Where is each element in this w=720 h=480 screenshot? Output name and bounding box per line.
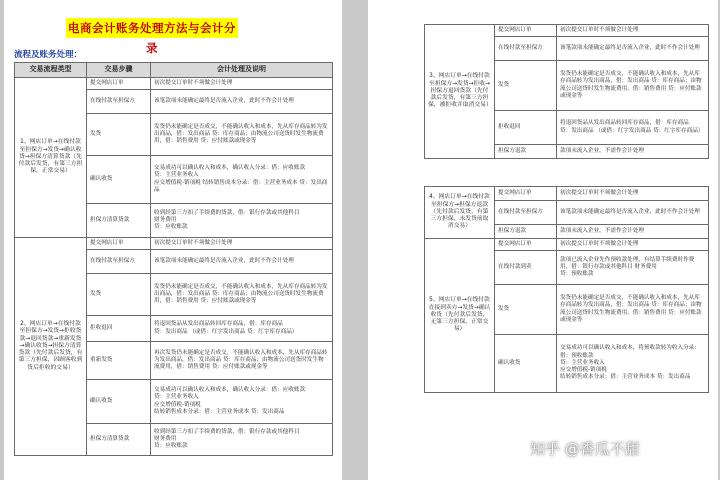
step-cell: 确认收货: [495, 335, 557, 393]
trade-type-cell: 3、网店订单→在线付款至担保方→发货→拒收→担保方退回货款（先付款后发货，有第三方担保，被拒收并取消交易）: [425, 25, 495, 159]
desc-cell: 再次发货仍未能确定是否成交，不能确认收入和成本，先从库存商品转为发出商品，借：发出商品 贷：库存商品；由物流公司送货时发生物流费用，借：销售费用 贷：应付账款或现金等: [151, 342, 333, 380]
accounting-table-1: [14, 62, 333, 456]
desc-cell: 款项已流入企业先作预收款处理，有结算手续费时作费用，借：银行存款或其他科目 财务费用 贷：预收账款: [557, 251, 709, 285]
step-cell: 在线付款至担保方: [87, 90, 151, 114]
desc-cell: 交易成功可以确认收入和成本，确认收入分录：借：应收账款 贷：主营业务收入 应交增值税-销项税 结转销售成本分录：借：主营业务成本 贷：发出商品: [151, 156, 333, 204]
header-accounting: 会计处理及说明: [151, 63, 333, 78]
desc-cell: 该笔款项未能确定最终是否流入企业，此时不作会计处理: [557, 37, 709, 61]
desc-cell: 发货仍未能确定是否成交，不能确认收入和成本，先从库存商品转为发出商品，借：发出商品 贷：库存商品；由物流公司送货时发生物流费用，借：销售费用 贷：应付账款或现金等: [557, 61, 709, 111]
table-header-row: [15, 63, 333, 78]
step-cell: 在线付款至担保方: [495, 201, 557, 225]
desc-cell: 初次提交订单时不须做会计处理: [557, 25, 709, 37]
accounting-table-3: [424, 186, 709, 393]
section-heading: 流程及账务处理：: [14, 50, 83, 60]
step-cell: 拒收退回: [495, 111, 557, 145]
desc-cell: 发货仍未能确定是否成交，不能确认收入和成本，先从库存商品转为发出商品，借：发出商品 贷：库存商品；由物流公司送货时发生物流费用，借：销售费用 贷：应付账款或现金等: [151, 114, 333, 156]
desc-cell: 收到经第三方扣了手续费的货款，借：银行存款或其他科目 财务费用 贷：应收账款: [151, 424, 333, 456]
step-cell: 重新发货: [87, 342, 151, 380]
desc-cell: 款项未流入企业，不需作会计处理: [557, 225, 709, 239]
table-row: [425, 239, 709, 251]
trade-type-cell: 4、网店订单→在线付款至担保方→担保方退款（先付款后发货，有第三方担保，未发货前取消交易）: [425, 187, 495, 239]
header-trade-type: 交易流程类型: [15, 63, 87, 78]
step-cell: 在线付款至担保方: [495, 37, 557, 61]
desc-cell: 初次提交订单时不须做会计处理: [557, 239, 709, 251]
trade-type-cell: 5、网店订单→在线付款直接到卖方→发货→确认收货（先付款后发货，无第三方担保，正常交易）: [425, 239, 495, 393]
step-cell: 在线付款到卖: [495, 251, 557, 285]
step-cell: 提交网店订单: [495, 187, 557, 201]
step-cell: 提交网店订单: [495, 25, 557, 37]
header-trade-step: 交易步骤: [87, 63, 151, 78]
table-row: [15, 238, 333, 250]
step-cell: 确认收货: [87, 156, 151, 204]
table-row: [15, 78, 333, 90]
desc-cell: 交易成功可以确认收入和成本，确认收入分录：借：应收账款 贷：主营业务收入 应交增值税-销项税 结转销售成本分录：借：主营业务成本 贷：发出商品: [151, 380, 333, 424]
desc-cell: 将退回货品从发出商品转回库存商品，借：库存商品 贷：发出商品 （或借：红字发出商品 贷：红字库存商品）: [557, 111, 709, 145]
step-cell: 担保方清算货款: [87, 204, 151, 238]
desc-cell: 初次提交订单时不须做会计处理: [151, 78, 333, 90]
desc-cell: 该笔款项未能确定最终是否流入企业，此时不作会计处理: [151, 250, 333, 274]
accounting-table-2: [424, 24, 709, 159]
desc-cell: 初次提交订单时不须做会计处理: [557, 187, 709, 201]
step-cell: 确认收货: [87, 380, 151, 424]
step-cell: 提交网店订单: [495, 239, 557, 251]
step-cell: 担保方退款: [495, 225, 557, 239]
step-cell: 发货: [87, 274, 151, 316]
desc-cell: 发货仍未能确定是否成交，不能确认收入和成本，先从库存商品转为发出商品，借：发出商品 贷：库存商品；由物流公司送货时发生物流费用，借：销售费用 贷：应付账款或现金等: [151, 274, 333, 316]
step-cell: 在线付款至担保方: [87, 250, 151, 274]
table-row: [425, 187, 709, 201]
document-title: 电商会计账务处理方法与会计分录: [66, 18, 238, 38]
table-row: [425, 25, 709, 37]
desc-cell: 收到经第三方扣了手续费的货款，借：银行存款或其他科目 财务费用 贷：应收账款: [151, 204, 333, 238]
desc-cell: 发货仍未能确定是否成交，不能确认收入和成本，先从库存商品转为发出商品，借：发出商品 贷：库存商品；由物流公司送货时发生物流费用，借：销售费用 贷：应付账款或现金等: [557, 285, 709, 335]
step-cell: 提交网店订单: [87, 238, 151, 250]
desc-cell: 将退回货品从发出商品转回库存商品，借：库存商品 贷：发出商品 （或借：红字发出商品 贷：红字库存商品）: [151, 316, 333, 342]
document-page-2: [368, 0, 718, 480]
desc-cell: 该笔款项未能确定最终是否流入企业，此时不作会计处理: [151, 90, 333, 114]
trade-type-cell: 2、网店订单→在线付款至担保方→发货→拒收货款→退回货款→重新发货→确认收货→担保方清算货款（先付款后发货，有第三方担保，因顾客收到货后拒收的交易）: [15, 238, 87, 456]
step-cell: 担保方退款: [495, 145, 557, 159]
step-cell: 发货: [495, 285, 557, 335]
desc-cell: 款项未流入企业，不需作会计处理: [557, 145, 709, 159]
document-page-1: [4, 0, 342, 480]
desc-cell: 交易成功可以确认收入和成本，将预收款转为收入分录：借：预收账款 贷：主营业务收入 应交增值税-销项税 结转销售成本分录：借：主营业务成本 贷：发出商品: [557, 335, 709, 393]
step-cell: 提交网店订单: [87, 78, 151, 90]
watermark-text: 知乎 @香瓜不甜: [530, 440, 640, 458]
trade-type-cell: 1、网店订单→在线付款至担保方→发货→确认收货→担保方清算货款（先付款后发货，有第三方担保，正常交易）: [15, 78, 87, 238]
step-cell: 拒收退回: [87, 316, 151, 342]
step-cell: 担保方清算货款: [87, 424, 151, 456]
step-cell: 发货: [495, 61, 557, 111]
desc-cell: 初次提交订单时不须做会计处理: [151, 238, 333, 250]
step-cell: 发货: [87, 114, 151, 156]
desc-cell: 该笔款项未能确定最终是否流入企业，此时不作会计处理: [557, 201, 709, 225]
